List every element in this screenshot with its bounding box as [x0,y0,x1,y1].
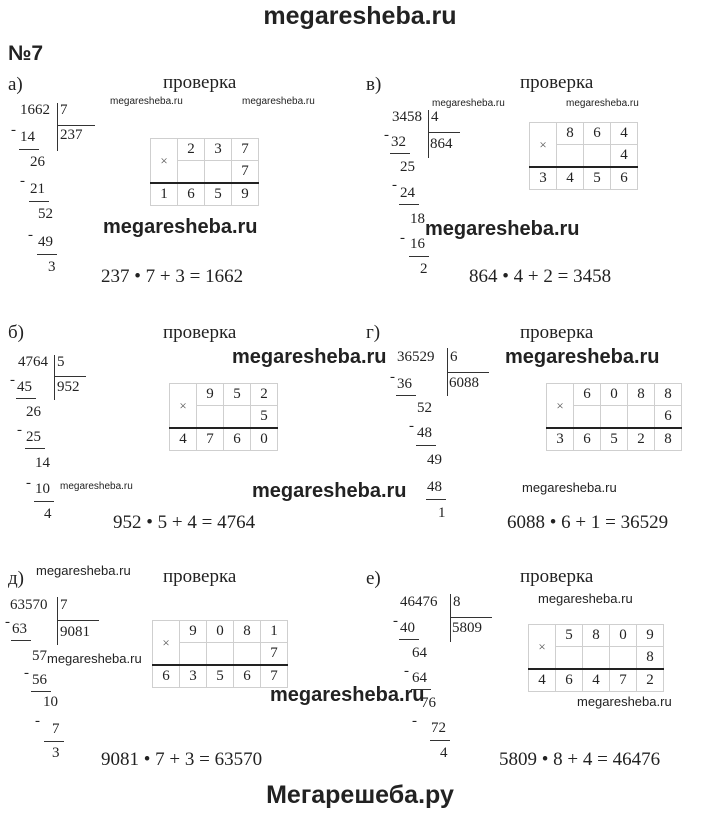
table-cell: 2 [628,428,655,451]
dividend: 46476 [400,594,438,610]
table-cell: 3 [547,428,574,451]
watermark: megaresheba.ru [103,216,258,238]
table-cell: 5 [601,428,628,451]
division-line [57,597,58,645]
step: - [5,614,10,630]
division-line [11,640,31,641]
table-cell: 5 [205,183,232,206]
step: 52 [38,206,53,222]
table-cell: 3 [205,139,232,161]
division-line [37,254,57,255]
step: 57 [32,648,47,664]
dividend: 3458 [392,109,422,125]
step: - [392,177,397,193]
problem-label: е) [366,568,381,589]
step: 40 [400,620,415,636]
division-line [57,125,95,126]
step: 32 [391,134,406,150]
step: 64 [412,645,427,661]
watermark: megaresheba.ru [36,563,131,578]
step: - [390,369,395,385]
table-cell: 8 [655,428,682,451]
step: 64 [412,670,427,686]
division-line [426,499,446,500]
remainder: 1 [438,505,446,521]
table-cell [628,406,655,429]
table-cell: 9 [232,183,259,206]
table-cell [610,647,637,670]
step: 10 [35,481,50,497]
table-cell: 5 [584,167,611,190]
division-line [57,103,58,151]
check-equation: 952 • 5 + 4 = 4764 [113,512,256,533]
table-cell: 7 [232,161,259,184]
division-line [399,639,419,640]
table-cell [234,643,261,666]
step: 48 [417,425,432,441]
division-line [390,153,410,154]
table-cell [197,406,224,429]
step: 14 [35,455,50,471]
table-cell [583,647,610,670]
division-line [57,620,99,621]
divisor: 6 [450,349,458,365]
division-line [428,132,460,133]
step: - [26,475,31,491]
table-cell: 6 [556,669,583,692]
table-cell: 2 [178,139,205,161]
division-line [430,740,450,741]
dividend: 36529 [397,349,435,365]
table-cell: 4 [557,167,584,190]
watermark: megaresheba.ru [252,480,407,502]
table-cell: 6 [584,123,611,145]
table-cell: 7 [232,139,259,161]
table-cell: 4 [583,669,610,692]
step: 52 [417,400,432,416]
problem-label: а) [8,74,23,95]
table-cell: 8 [655,384,682,406]
check-heading: проверка [163,566,237,587]
step: 56 [32,672,47,688]
step: 14 [20,129,35,145]
table-cell [224,406,251,429]
divisor: 7 [60,102,68,118]
dividend: 1662 [20,102,50,118]
division-line [44,741,64,742]
step: - [384,127,389,143]
table-cell: 0 [601,384,628,406]
table-cell: 3 [180,665,207,688]
table-cell: 0 [251,428,278,451]
check-heading: проверка [520,322,594,343]
remainder: 2 [420,261,428,277]
step: 72 [431,720,446,736]
table-cell [584,145,611,168]
dividend: 63570 [10,597,48,613]
table-cell [557,145,584,168]
division-line [396,395,416,396]
step: 76 [421,695,436,711]
remainder: 3 [52,745,60,761]
watermark: megaresheba.ru [522,480,617,495]
table-cell: 7 [610,669,637,692]
divisor: 7 [60,597,68,613]
table-cell [205,161,232,184]
table-cell: 9 [197,384,224,406]
check-multiplication-table [528,624,664,692]
table-cell: 2 [637,669,664,692]
check-heading: проверка [520,72,594,93]
table-cell: 6 [178,183,205,206]
problem-label: в) [366,74,382,95]
table-cell: 8 [557,123,584,145]
watermark: megaresheba.ru [566,98,639,109]
table-cell: 7 [197,428,224,451]
division-line [34,501,54,502]
multiply-sign: × [153,621,180,666]
table-cell: 4 [170,428,197,451]
division-line [447,372,489,373]
problem-label: г) [366,322,381,343]
table-cell [574,406,601,429]
table-cell: 1 [151,183,178,206]
problem-label: д) [8,568,24,589]
watermark: megaresheba.ru [538,591,633,606]
multiply-sign: × [170,384,197,429]
table-cell: 0 [207,621,234,643]
table-cell: 7 [261,665,288,688]
dividend: 4764 [18,354,48,370]
step: 45 [17,379,32,395]
quotient: 864 [430,136,453,152]
table-cell [207,643,234,666]
check-multiplication-table [529,122,638,190]
table-cell: 5 [251,406,278,429]
step: - [17,422,22,438]
table-cell: 9 [637,625,664,647]
watermark: megaresheba.ru [60,481,133,492]
quotient: 9081 [60,624,90,640]
divisor: 8 [453,594,461,610]
step: - [28,227,33,243]
division-line [29,201,49,202]
division-line [416,445,436,446]
step: 36 [397,376,412,392]
multiply-sign: × [547,384,574,429]
remainder: 3 [48,259,56,275]
quotient: 6088 [449,375,479,391]
check-equation: 237 • 7 + 3 = 1662 [101,266,244,287]
check-equation: 9081 • 7 + 3 = 63570 [101,749,263,770]
quotient: 5809 [452,620,482,636]
remainder: 4 [44,506,52,522]
multiply-sign: × [530,123,557,168]
table-cell [178,161,205,184]
table-cell: 8 [234,621,261,643]
multiply-sign: × [529,625,556,670]
division-line [450,594,451,642]
step: 24 [400,185,415,201]
table-cell: 4 [611,123,638,145]
step: - [404,663,409,679]
table-cell: 6 [234,665,261,688]
watermark: megaresheba.ru [47,651,142,666]
watermark: megaresheba.ru [110,96,183,107]
remainder: 4 [440,745,448,761]
check-heading: проверка [520,566,594,587]
watermark: megaresheba.ru [432,98,505,109]
check-multiplication-table [169,383,278,451]
table-cell: 6 [224,428,251,451]
table-cell: 6 [574,428,601,451]
check-multiplication-table [152,620,288,688]
watermark: megaresheba.ru [505,346,660,368]
step: - [24,665,29,681]
table-cell: 9 [180,621,207,643]
check-heading: проверка [163,72,237,93]
check-equation: 864 • 4 + 2 = 3458 [469,266,612,287]
table-cell: 4 [529,669,556,692]
check-heading: проверка [163,322,237,343]
step: 49 [38,234,53,250]
step: - [393,613,398,629]
table-cell: 5 [224,384,251,406]
division-line [399,204,419,205]
problem-label: б) [8,322,24,343]
division-line [409,256,429,257]
quotient: 237 [60,127,83,143]
table-cell: 6 [655,406,682,429]
step: 21 [30,181,45,197]
table-cell: 5 [556,625,583,647]
table-cell: 0 [610,625,637,647]
step: 25 [400,159,415,175]
division-line [25,448,45,449]
step: - [409,418,414,434]
table-cell: 6 [611,167,638,190]
step: 63 [12,621,27,637]
watermark: megaresheba.ru [270,684,425,706]
step: 48 [427,479,442,495]
site-header[interactable]: megaresheba.ru [263,2,457,30]
step: 10 [43,694,58,710]
table-cell: 6 [153,665,180,688]
check-multiplication-table [150,138,259,206]
division-line [428,110,429,158]
step: 26 [26,404,41,420]
division-line [16,398,36,399]
division-line [19,149,39,150]
check-equation: 5809 • 8 + 4 = 46476 [499,749,661,770]
step: - [10,372,15,388]
table-cell: 4 [611,145,638,168]
step: 7 [52,721,60,737]
table-cell [601,406,628,429]
table-cell: 3 [530,167,557,190]
table-cell [180,643,207,666]
table-cell: 8 [637,647,664,670]
divisor: 4 [431,109,439,125]
table-cell: 7 [261,643,288,666]
table-cell: 6 [574,384,601,406]
watermark: megaresheba.ru [232,346,387,368]
step: 16 [410,236,425,252]
step: - [412,713,417,729]
divisor: 5 [57,354,65,370]
step: - [20,173,25,189]
division-line [54,355,55,400]
division-line [450,617,492,618]
table-cell: 2 [251,384,278,406]
site-footer[interactable]: Мегарешеба.ру [266,781,454,809]
division-line [54,376,86,377]
watermark: megaresheba.ru [425,218,580,240]
step: 26 [30,154,45,170]
step: 18 [410,211,425,227]
quotient: 952 [57,379,80,395]
table-cell [556,647,583,670]
table-cell: 5 [207,665,234,688]
step: - [35,713,40,729]
multiply-sign: × [151,139,178,184]
table-cell: 8 [583,625,610,647]
watermark: megaresheba.ru [577,694,672,709]
step: - [11,122,16,138]
step: 49 [427,452,442,468]
step: - [400,230,405,246]
step: 25 [26,429,41,445]
table-cell: 1 [261,621,288,643]
check-multiplication-table [546,383,682,451]
table-cell: 8 [628,384,655,406]
watermark: megaresheba.ru [242,96,315,107]
check-equation: 6088 • 6 + 1 = 36529 [507,512,669,533]
division-line [31,691,51,692]
task-number: №7 [8,42,44,65]
